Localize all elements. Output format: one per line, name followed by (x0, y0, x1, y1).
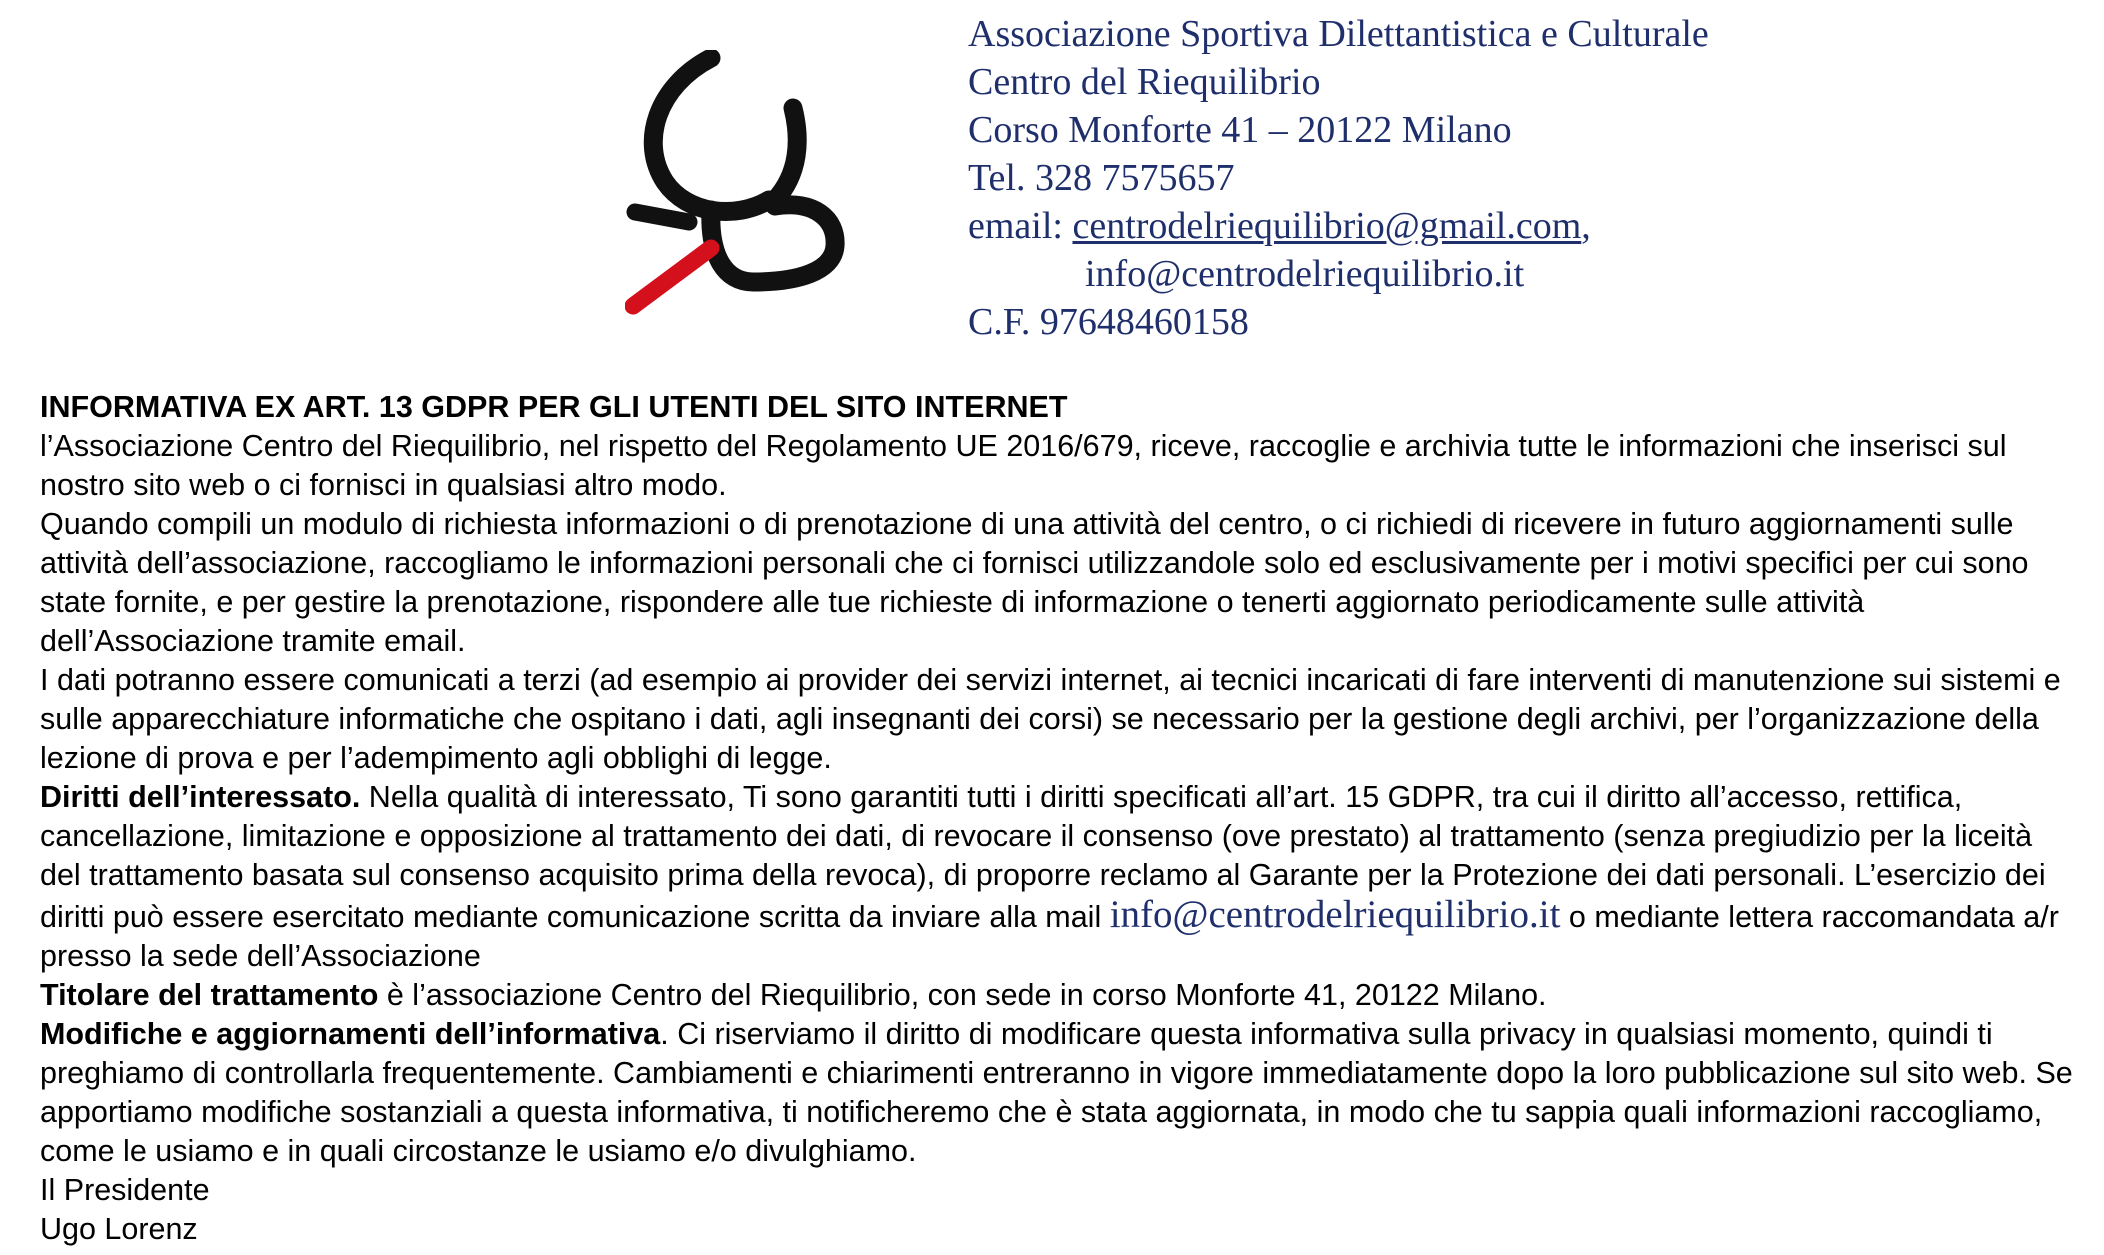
rights-tail: o mediante lettera raccomandata a/r presso la sede dell’Associazione (40, 900, 2059, 973)
rights-email: info@centrodelriequilibrio.it (1109, 893, 1561, 936)
logo-left-stub (635, 212, 689, 222)
notice-changes (40, 1015, 2080, 1171)
logo-top-arc (653, 58, 769, 212)
org-address: Corso Monforte 41 – 20122 Milano (968, 109, 1512, 151)
signature-name: Ugo Lorenz (40, 1212, 198, 1246)
changes-heading: Modifiche e aggiornamenti dell’informativa (40, 1017, 661, 1051)
org-email-row (968, 202, 1709, 250)
email-secondary: info@centrodelriequilibrio.it (1085, 253, 1525, 295)
notice-controller (40, 976, 2080, 1015)
rights-heading: Diritti dell’interessato. (40, 780, 361, 814)
notice-usage: Quando compili un modulo di richiesta informazioni o di prenotazione di una attività del centro, o ci richiedi di ricevere in futuro aggiornamenti sulle attività dell’associazione, raccogliamo le informazioni personali che ci fornisci utilizzandole solo ed esclusivamente per i motivi specifici per cui sono state fornite, e per gestire la prenotazione, rispondere alle tue richieste di informazione o tenerti aggiornato periodicamente sulle attività dell’Associazione tramite email. (40, 507, 2029, 658)
email-primary-link[interactable]: centrodelriequilibrio@gmail.com (1072, 205, 1582, 247)
controller-text: è l’associazione Centro del Riequilibrio, con sede in corso Monforte 41, 20122 Milano. (378, 978, 1547, 1012)
email-separator: , (1581, 205, 1591, 247)
org-subname: Centro del Riequilibrio (968, 61, 1321, 103)
logo-right-stroke (775, 108, 797, 200)
notice-rights (40, 778, 2080, 976)
privacy-notice (40, 388, 2080, 1249)
notice-sharing: I dati potranno essere comunicati a terzi (ad esempio ai provider dei servizi internet, ai tecnici incaricati di fare interventi di manutenzione sui sistemi e sulle apparecchiature informatiche che ospitano i dati, agli insegnanti dei corsi) se necessario per la gestione degli archivi, per l’organizzazione della lezione di prova e per l’adempimento agli obblighi di legge. (40, 663, 2061, 775)
notice-intro: l’Associazione Centro del Riequilibrio, nel rispetto del Regolamento UE 2016/679, riceve, raccoglie e archivia tutte le informazioni che inserisci sul nostro sito web o ci fornisci in qualsiasi altro modo. (40, 429, 2007, 502)
controller-heading: Titolare del trattamento (40, 978, 379, 1012)
letterhead (968, 10, 1709, 346)
org-name: Associazione Sportiva Dilettantistica e Culturale (968, 13, 1709, 55)
logo-red-stroke (633, 248, 711, 306)
rights-text: Nella qualità di interessato, Ti sono garantiti tutti i diritti specificati all’art. 15 GDPR, tra cui il diritto all’accesso, rettifica, cancellazione, limitazione e opposizione al trattamento dei dati, di revocare il consenso (ove prestato) al trattamento (senza pregiudizio per la liceità del trattamento basata sul consenso acquisito prima della revoca), di proporre reclamo al Garante per la Protezione dei dati personali. L’esercizio dei diritti può essere esercitato mediante comunicazione scritta da inviare alla mail (40, 780, 2046, 934)
org-tax-code: C.F. 97648460158 (968, 301, 1249, 343)
notice-title: INFORMATIVA EX ART. 13 GDPR PER GLI UTENTI DEL SITO INTERNET (40, 390, 1068, 424)
changes-text: . Ci riserviamo il diritto di modificare questa informativa sulla privacy in qualsiasi momento, quindi ti preghiamo di controllarla frequentemente. Cambiamenti e chiarimenti entreranno in vigore immediatamente dopo la loro pubblicazione sul sito web. Se apportiamo modifiche sostanziali a questa informativa, ti notificheremo che è stata aggiornata, in modo che tu sappia quali informazioni raccogliamo, come le usiamo e in quali circostanze le usiamo e/o divulghiamo. (40, 1017, 2073, 1168)
centro-del-riequilibrio-logo (625, 50, 865, 340)
signature-role: Il Presidente (40, 1173, 210, 1207)
email-label: email: (968, 205, 1073, 247)
org-phone: Tel. 328 7575657 (968, 157, 1235, 199)
